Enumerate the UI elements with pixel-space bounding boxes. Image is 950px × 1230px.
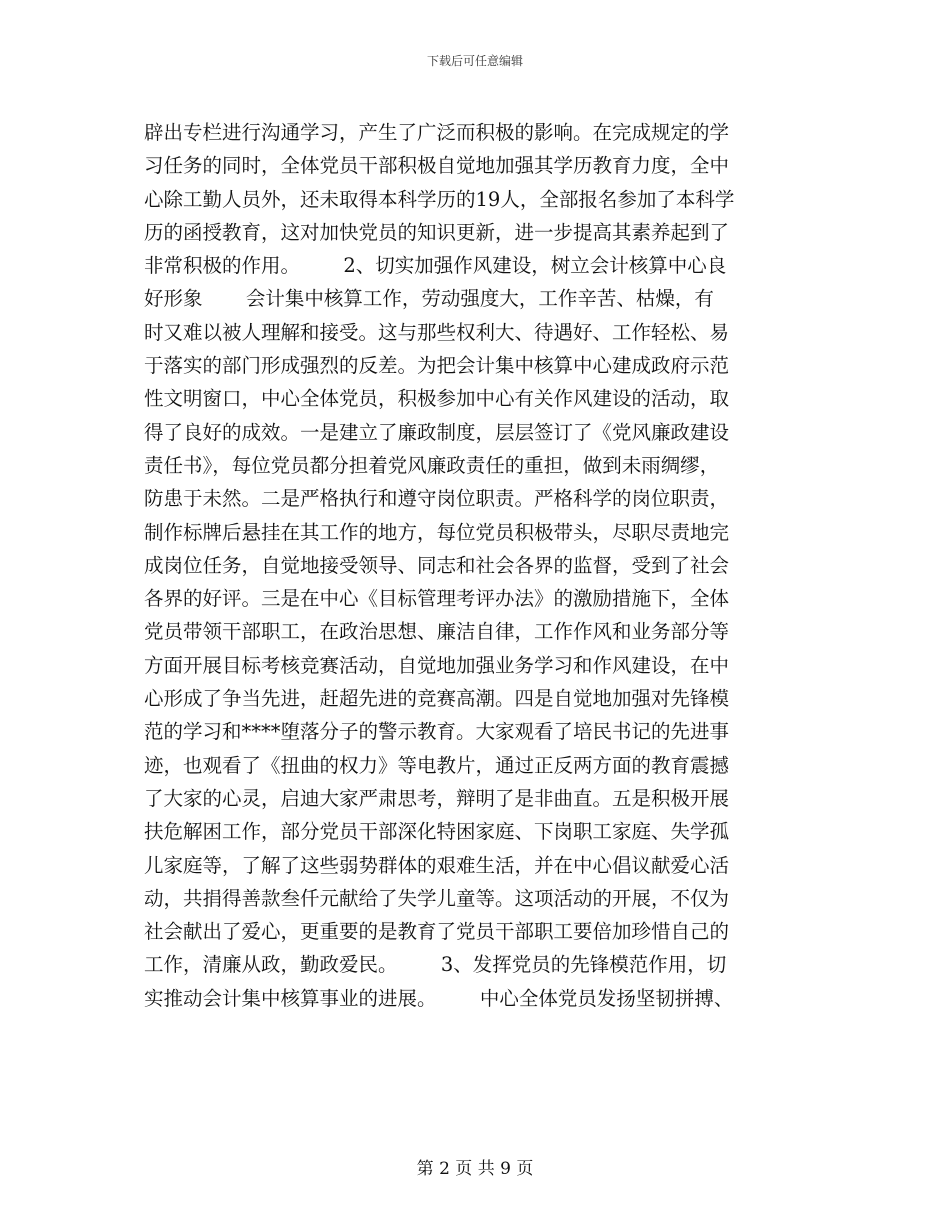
body-line: 心形成了争当先进，赶超先进的竞赛高潮。四是自觉地加强对先锋模 xyxy=(144,687,730,711)
body-line: 时又难以被人理解和接受。这与那些权利大、待遇好、工作轻松、易 xyxy=(144,320,730,344)
body-line: 辟出专栏进行沟通学习，产生了广泛而积极的影响。在完成规定的学 xyxy=(144,121,730,144)
body-line: 方面开展目标考核竞赛活动，自觉地加强业务学习和作风建设，在中 xyxy=(144,653,730,677)
body-line: 习任务的同时，全体党员干部积极自觉地加强其学历教育力度，全中 xyxy=(144,154,730,178)
body-line: 各界的好评。三是在中心《目标管理考评办法》的激励措施下，全体 xyxy=(144,587,730,611)
body-line: 成岗位任务，自觉地接受领导、同志和社会各界的监督，受到了社会 xyxy=(144,553,730,577)
body-line: 儿家庭等，了解了这些弱势群体的艰难生活，并在中心倡议献爱心活 xyxy=(144,853,730,877)
body-line: 动，共捐得善款叁仟元献给了失学儿童等。这项活动的开展，不仅为 xyxy=(144,886,730,910)
body-line: 好形象 会计集中核算工作，劳动强度大，工作辛苦、枯燥，有 xyxy=(144,287,714,311)
body-line: 工作，清廉从政，勤政爱民。 3、发挥党员的先锋模范作用，切 xyxy=(144,953,727,977)
body-line: 了大家的心灵，启迪大家严肃思考，辩明了是非曲直。五是积极开展 xyxy=(144,786,730,810)
body-line: 非常积极的作用。 2、切实加强作风建设，树立会计核算中心良 xyxy=(144,254,727,278)
body-line: 社会献出了爱心，更重要的是教育了党员干部职工要倍加珍惜自己的 xyxy=(144,920,730,944)
body-line: 实推动会计集中核算事业的进展。 中心全体党员发扬坚韧拼搏、 xyxy=(144,986,734,1010)
page-header: 下载后可任意编辑 xyxy=(426,54,523,68)
body-line: 心除工勤人员外，还未取得本科学历的19人，全部报名参加了本科学 xyxy=(144,187,735,211)
body-line: 防患于未然。二是严格执行和遵守岗位职责。严格科学的岗位职责， xyxy=(144,487,730,511)
body-line: 党员带领干部职工，在政治思想、廉洁自律，工作作风和业务部分等 xyxy=(144,620,730,644)
body-line: 迹，也观看了《扭曲的权力》等电教片，通过正反两方面的教育震撼 xyxy=(144,753,730,777)
body-line: 历的函授教育，这对加快党员的知识更新，进一步提高其素养起到了 xyxy=(144,220,730,244)
body-line: 范的学习和****堕落分子的警示教育。大家观看了培民书记的先进事 xyxy=(144,720,730,744)
body-line: 扶危解困工作，部分党员干部深化特困家庭、下岗职工家庭、失学孤 xyxy=(144,820,730,844)
body-line: 制作标牌后悬挂在其工作的地方，每位党员积极带头，尽职尽责地完 xyxy=(144,520,730,544)
document-body xyxy=(144,116,806,1015)
page-number-footer: 第 2 页 共 9 页 xyxy=(416,1159,534,1179)
body-line: 责任书》，每位党员都分担着党风廉政责任的重担，做到未雨绸缪， xyxy=(144,453,720,477)
body-line: 于落实的部门形成强烈的反差。为把会计集中核算中心建成政府示范 xyxy=(144,354,730,378)
body-line: 性文明窗口，中心全体党员，积极参加中心有关作风建设的活动，取 xyxy=(144,387,730,411)
body-line: 得了良好的成效。一是建立了廉政制度，层层签订了《党风廉政建设 xyxy=(144,420,730,444)
